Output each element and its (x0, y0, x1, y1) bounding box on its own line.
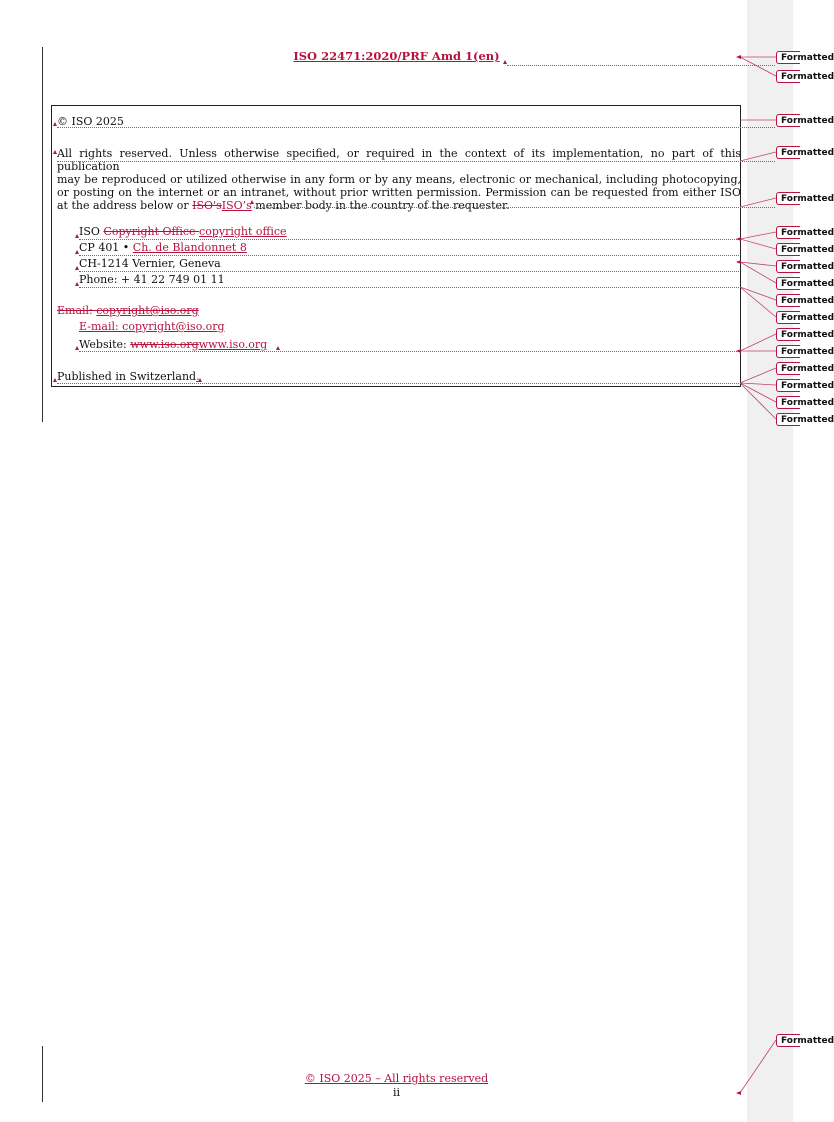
inserted-copyright-office: copyright office (199, 225, 287, 238)
rights-line-4-start: at the address below or (57, 199, 193, 212)
deleted-email-value: copyright@iso.org (96, 304, 199, 317)
rights-line-1: All rights reserved. Unless otherwise specified, or required in the context of its implementation, no part of this publication (57, 147, 741, 173)
formatted-balloon[interactable]: Formatted (776, 277, 800, 290)
formatted-balloon[interactable]: Formatted (776, 243, 800, 256)
inserted-period: . (196, 370, 200, 383)
formatted-balloon[interactable]: Formatted (776, 70, 800, 83)
formatted-balloon[interactable]: Formatted (776, 114, 800, 127)
deleted-copyright-office: Copyright Office (103, 225, 200, 238)
deleted-iso-possessive: ISO's (192, 199, 222, 212)
copyright-notice: © ISO 2025 (57, 115, 124, 128)
rights-line-4-end: member body in the country of the requester. (251, 199, 510, 212)
address-city: CH-1214 Vernier, Geneva (79, 257, 221, 270)
published-text: Published in Switzerland (57, 370, 197, 383)
inserted-email-line: E-mail: copyright@iso.org (79, 320, 225, 333)
rights-line-2: may be reproduced or utilized otherwise in any form or by any means, electronic or mechanical, including photocopying, (57, 173, 741, 186)
formatted-balloon[interactable]: Formatted (776, 328, 800, 341)
formatted-balloon[interactable]: Formatted (776, 226, 800, 239)
footer-copyright: © ISO 2025 – All rights reserved (304, 1072, 489, 1085)
formatted-balloon[interactable]: Formatted (776, 362, 800, 375)
deleted-website: www.iso.org (130, 338, 199, 351)
formatted-balloon[interactable]: Formatted (776, 311, 800, 324)
address-org: ISO (79, 225, 104, 238)
page-number: ii (392, 1086, 401, 1099)
formatted-balloon[interactable]: Formatted (776, 146, 800, 159)
formatted-balloon[interactable]: Formatted (776, 396, 800, 409)
formatted-balloon[interactable]: Formatted (776, 379, 800, 392)
formatted-balloon[interactable]: Formatted (776, 51, 800, 64)
address-phone: Phone: + 41 22 749 01 11 (79, 273, 225, 286)
inserted-website: www.iso.org (198, 338, 268, 351)
header-title: ISO 22471:2020/PRF Amd 1(en) (293, 49, 500, 63)
formatted-balloon[interactable]: Formatted (776, 413, 800, 426)
formatted-balloon[interactable]: Formatted (776, 260, 800, 273)
formatted-balloon[interactable]: Formatted (776, 294, 800, 307)
deleted-email-label: Email: (57, 304, 97, 317)
rights-line-3: or posting on the internet or an intranet, without prior written permission. Permission can be requested from either ISO (57, 186, 741, 199)
formatted-balloon[interactable]: Formatted (776, 1034, 800, 1047)
inserted-street: Ch. de Blandonnet 8 (132, 241, 247, 254)
formatted-balloon[interactable]: Formatted (776, 192, 800, 205)
address-po-box: CP 401 • (79, 241, 133, 254)
website-label: Website: (79, 338, 131, 351)
page-footer (0, 1072, 793, 1100)
formatted-balloon[interactable]: Formatted (776, 345, 800, 358)
inserted-iso-possessive: ISO’s (221, 199, 252, 212)
